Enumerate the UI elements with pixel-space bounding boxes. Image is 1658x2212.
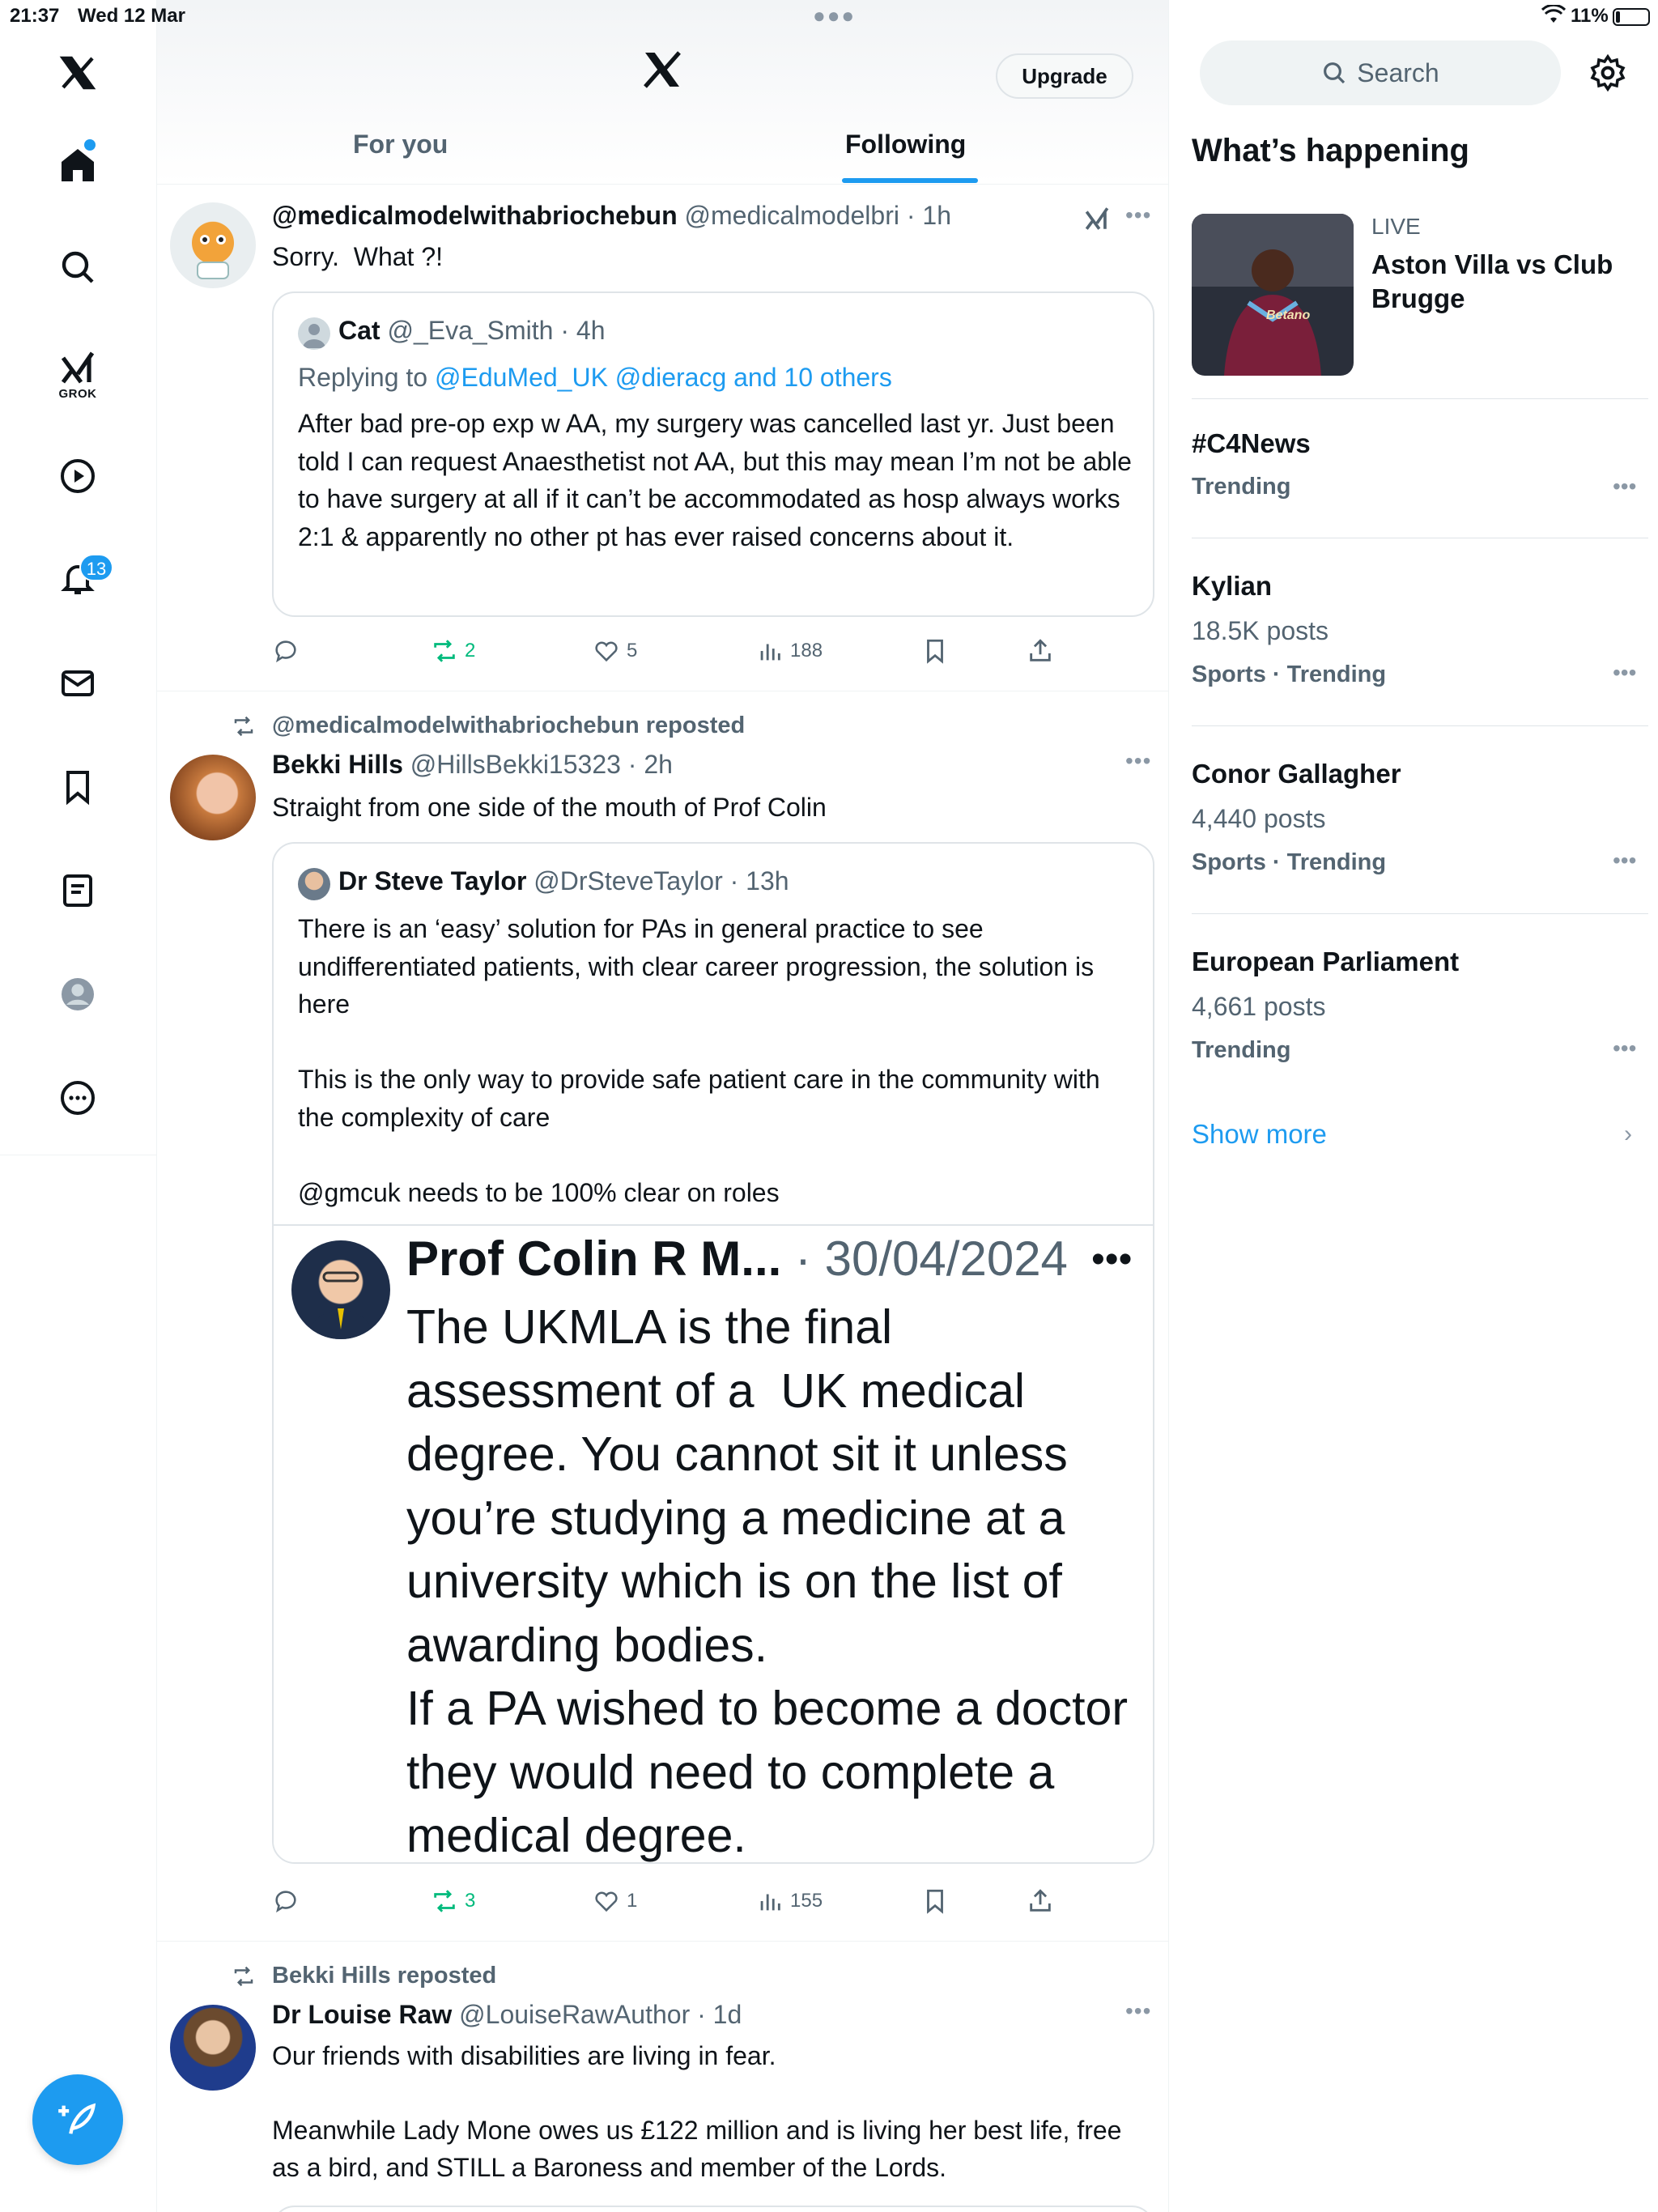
trend-posts: 4,440 posts [1192, 804, 1326, 833]
repost-by[interactable]: @medicalmodelwithabriochebun reposted [272, 713, 746, 738]
bookmark-icon [921, 637, 949, 665]
views-button[interactable] [756, 1882, 823, 1921]
repost-button[interactable] [431, 632, 475, 670]
more-options-icon[interactable]: ••• [1613, 660, 1637, 685]
more-options-icon[interactable]: ••• [1613, 474, 1637, 499]
grok-icon[interactable] [1083, 204, 1111, 233]
post[interactable] [157, 1942, 1169, 2212]
trend-posts: 18.5K posts [1192, 616, 1329, 645]
replying-to [298, 363, 892, 393]
avatar[interactable] [170, 2005, 256, 2091]
right-sidebar [1169, 0, 1658, 2212]
more-options-icon[interactable]: ••• [1125, 748, 1152, 773]
embedded-text: The UKMLA is the final assessment of a UK medical degree. You cannot sit it unless you’re studying a medicine at a university which is on the list of awarding bodies. If a PA wished to become a doctor they would need to complete a medical degree. [406, 1300, 1128, 1862]
live-event-image [1192, 214, 1354, 376]
more-options-icon: ••• [1091, 1238, 1133, 1281]
bookmark-button[interactable] [921, 632, 949, 670]
share-button[interactable] [1027, 1882, 1054, 1921]
handle-time: @DrSteveTaylor · 13h [534, 866, 789, 895]
views-button[interactable] [756, 632, 823, 670]
reply-icon [272, 637, 300, 665]
upgrade-button[interactable]: Upgrade [996, 53, 1133, 99]
home-notification-dot [84, 139, 96, 151]
home-icon[interactable] [50, 138, 105, 193]
avatar[interactable] [170, 202, 256, 288]
list-icon[interactable] [50, 863, 105, 918]
mail-icon[interactable] [50, 656, 105, 711]
post[interactable] [157, 185, 1169, 691]
trend-category: Sports · Trending [1192, 849, 1387, 875]
post-text: Our friends with disabilities are living in fear. Meanwhile Lady Mone owes us £122 million and is living her best life, free as a bird, and STILL a Baroness and member of the Lords. [272, 2041, 1122, 2182]
avatar[interactable] [170, 755, 256, 840]
notifications-badge: 13 [79, 554, 113, 581]
handle-time: · 30/04/2024 [781, 1231, 1068, 1286]
more-options-icon[interactable]: ••• [1613, 1036, 1637, 1061]
bookmark-icon [921, 1887, 949, 1915]
display-name[interactable]: Bekki Hills [272, 750, 403, 779]
quoted-post[interactable] [272, 2206, 1154, 2212]
avatar[interactable] [298, 317, 330, 350]
search-icon [1321, 60, 1347, 86]
display-name[interactable]: Dr Louise Raw [272, 2000, 453, 2029]
repost-attribution [272, 1963, 496, 1989]
x-logo-icon[interactable] [50, 45, 105, 100]
share-button[interactable] [1027, 632, 1054, 670]
battery-icon [1613, 8, 1650, 26]
quoted-text: After bad pre-op exp w AA, my surgery was cancelled last yr. Just been told I can request Anaesthetist not AA, but this may mean I’m not be able to have surgery at all if it can’t be accommodated as hosp always works 2:1 & apparently no other pt has ever raised concerns about it. [298, 409, 1139, 551]
repost-icon [230, 1964, 257, 1989]
quoted-text: There is an ‘easy’ solution for PAs in general practice to see undifferentiated patients, with clear career progression, the solution is here This is the only way to provide safe patient care in the community with the complexity of care @gmcuk needs to be 100% clear on roles [298, 914, 1100, 1207]
trend-category: Trending [1192, 1037, 1291, 1063]
trend-item[interactable] [1192, 725, 1648, 913]
post-text: Sorry. What ?! [272, 242, 444, 271]
handle-time: @_Eva_Smith · 4h [387, 316, 606, 345]
replying-to-prefix: Replying to [298, 363, 435, 392]
quoted-author [338, 316, 606, 346]
timeline [157, 0, 1169, 2212]
post-actions [272, 1882, 1130, 1921]
repost-icon [230, 714, 257, 738]
handle-time: @LouiseRawAuthor · 1d [459, 2000, 742, 2029]
quoted-post[interactable] [272, 291, 1154, 617]
status-time: 21:37 [10, 5, 60, 27]
status-date: Wed 12 Mar [78, 5, 185, 27]
repost-icon [431, 1887, 458, 1915]
like-count: 1 [627, 1890, 638, 1912]
more-options-icon[interactable]: ••• [1613, 848, 1637, 873]
heart-icon [593, 637, 620, 665]
search-icon[interactable] [50, 240, 105, 295]
views-count: 188 [790, 640, 823, 661]
post-text: Straight from one side of the mouth of Prof Colin [272, 793, 827, 822]
quoted-post[interactable] [272, 842, 1154, 1864]
avatar[interactable] [298, 868, 330, 900]
display-name: Dr Steve Taylor [338, 866, 527, 895]
trend-name[interactable]: Conor Gallagher [1192, 759, 1401, 789]
left-nav [0, 0, 157, 2212]
section-title: What’s happening [1192, 133, 1469, 168]
trend-category: Sports · Trending [1192, 661, 1387, 687]
reply-icon [272, 1887, 300, 1915]
play-icon[interactable] [50, 449, 105, 504]
trend-category: Trending [1192, 474, 1291, 500]
profile-icon[interactable] [50, 967, 105, 1022]
bookmark-button[interactable] [921, 1882, 949, 1921]
tab-for-you[interactable]: For you [353, 130, 449, 159]
svg-text:Betano: Betano [1266, 308, 1311, 322]
reply-button[interactable] [272, 632, 306, 670]
live-title[interactable]: Aston Villa vs Club Brugge [1371, 249, 1613, 313]
wifi-icon [1541, 5, 1566, 30]
avatar [291, 1240, 390, 1339]
trend-name[interactable]: European Parliament [1192, 946, 1460, 976]
post-author[interactable] [272, 750, 673, 780]
trend-item[interactable] [1192, 398, 1648, 538]
tab-following[interactable]: Following [845, 130, 967, 159]
more-circle-icon[interactable] [50, 1070, 105, 1125]
chevron-right-icon: › [1624, 1121, 1632, 1147]
views-count: 155 [790, 1890, 823, 1912]
display-name: Cat [338, 316, 380, 345]
status-bar [0, 0, 1658, 34]
heart-icon [593, 1887, 620, 1915]
handle-time: @medicalmodelbri · 1h [684, 201, 951, 230]
display-name: Prof Colin R M... [406, 1231, 782, 1286]
repost-count: 3 [465, 1890, 476, 1912]
like-button[interactable] [593, 1882, 637, 1921]
search-input[interactable] [1200, 40, 1561, 105]
share-icon [1027, 1887, 1054, 1915]
live-tag: LIVE [1371, 214, 1421, 239]
gear-icon[interactable] [1588, 53, 1627, 92]
post-author[interactable] [272, 201, 951, 231]
repost-attribution [272, 713, 745, 739]
like-button[interactable] [593, 632, 637, 670]
replying-to-links[interactable]: @EduMed_UK @dieracg and 10 others [434, 363, 892, 392]
trend-item[interactable] [1192, 913, 1648, 1091]
repost-count: 2 [465, 640, 476, 661]
trend-item[interactable] [1192, 538, 1648, 725]
post-author[interactable] [272, 2000, 742, 2030]
post-actions [272, 632, 1130, 670]
handle-time: @HillsBekki15323 · 2h [410, 750, 673, 779]
views-icon [756, 637, 784, 665]
like-count: 5 [627, 640, 638, 661]
share-icon [1027, 637, 1054, 665]
embedded-screenshot[interactable] [274, 1224, 1154, 1864]
repost-button[interactable] [431, 1882, 475, 1921]
repost-by[interactable]: Bekki Hills reposted [272, 1963, 497, 1989]
views-icon [756, 1887, 784, 1915]
embedded-author [406, 1231, 1068, 1287]
more-options-icon[interactable]: ••• [1125, 1998, 1152, 2023]
multitask-dots-icon[interactable]: ●●● [813, 3, 857, 28]
post[interactable] [157, 691, 1169, 1942]
trend-name[interactable]: Kylian [1192, 571, 1273, 601]
search-placeholder: Search [1357, 57, 1439, 87]
grok-label: GROK [58, 387, 97, 401]
trend-posts: 4,661 posts [1192, 992, 1326, 1021]
x-logo-icon[interactable] [640, 47, 685, 92]
active-tab-indicator [842, 178, 978, 183]
bookmark-icon[interactable] [50, 759, 105, 815]
compose-button[interactable] [32, 2074, 123, 2165]
live-event-card[interactable] [1192, 214, 1648, 376]
display-name[interactable]: @medicalmodelwithabriochebun [272, 201, 678, 230]
reply-button[interactable] [272, 1882, 306, 1921]
battery-percent: 11% [1571, 5, 1609, 27]
quoted-author [338, 866, 789, 896]
feather-plus-icon [57, 2099, 99, 2141]
trend-name[interactable]: #C4News [1192, 428, 1311, 458]
more-options-icon[interactable]: ••• [1125, 202, 1152, 228]
show-more-link[interactable]: Show more [1192, 1119, 1327, 1149]
repost-icon [431, 637, 458, 665]
